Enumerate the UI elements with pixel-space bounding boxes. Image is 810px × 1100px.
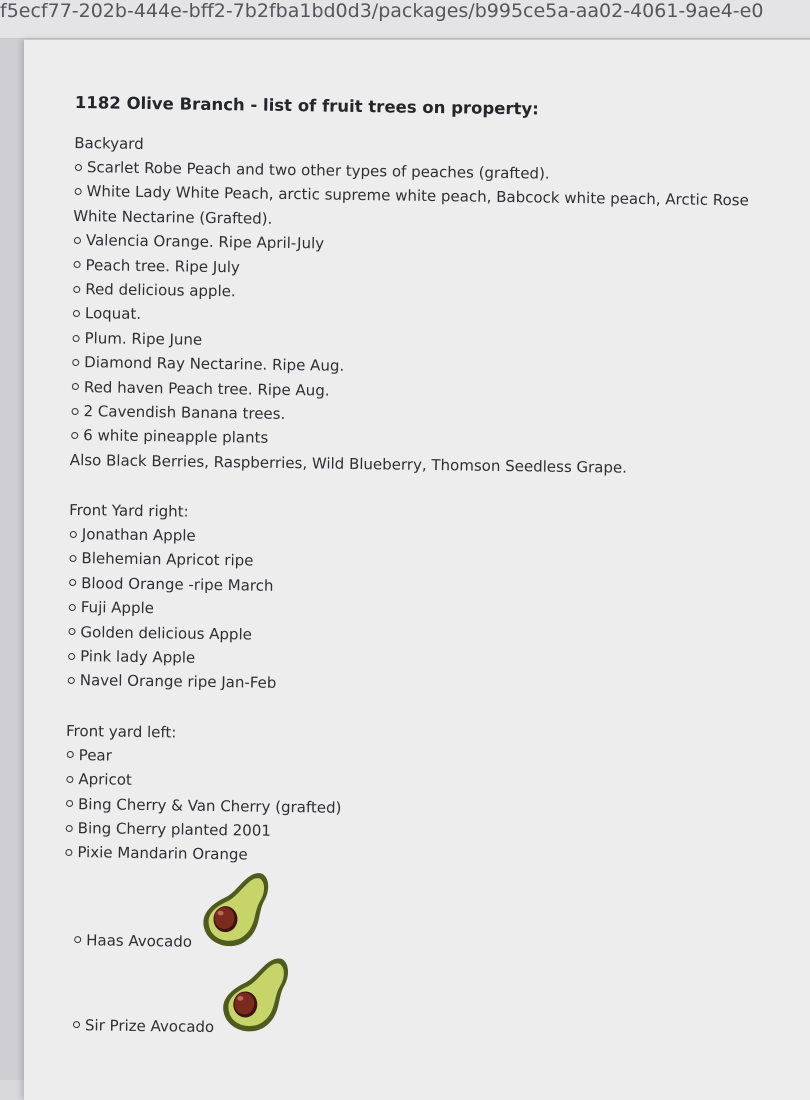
- bullet-icon: [69, 555, 76, 562]
- list-item: Bing Cherry & Van Cherry (grafted): [65, 791, 795, 826]
- list-item: Peach tree. Ripe July: [72, 253, 802, 288]
- list-item: Scarlet Robe Peach and two other types of peaches (grafted).: [74, 155, 804, 190]
- list-item: Jonathan Apple: [69, 522, 799, 557]
- bullet-icon: [73, 310, 80, 317]
- list-item: Red delicious apple.: [72, 277, 802, 312]
- bullet-icon: [67, 751, 74, 758]
- avocado-item-sir-prize: [62, 950, 793, 1045]
- list-item: Apricot: [65, 767, 795, 802]
- backyard-list: [70, 155, 804, 458]
- bullet-icon: [68, 653, 75, 660]
- list-item: Blehemian Apricot ripe: [68, 546, 798, 581]
- list-item: Red haven Peach tree. Ripe Aug.: [71, 375, 801, 410]
- bullet-icon: [66, 776, 73, 783]
- address-bar[interactable]: [0, 0, 810, 39]
- list-item: White Lady White Peach, arctic supreme white peach, Babcock white peach, Arctic Rose White Nectarine (Grafted).: [73, 182, 749, 228]
- list-item: Pear: [66, 743, 796, 778]
- list-item: Pixie Mandarin Orange: [64, 840, 794, 875]
- avocado-item-haas: [63, 865, 794, 960]
- list-item: Navel Orange ripe Jan-Feb: [67, 668, 797, 703]
- bullet-icon: [75, 164, 82, 171]
- list-item: Loquat.: [72, 301, 802, 336]
- list-item: Blood Orange -ripe March: [68, 571, 798, 606]
- bullet-icon: [66, 800, 73, 807]
- bullet-icon: [70, 531, 77, 538]
- document-content: [62, 93, 805, 1045]
- avocado-icon: [219, 954, 292, 1033]
- bullet-icon: [74, 936, 81, 943]
- section-heading-front-left: Front yard left:: [65, 721, 177, 742]
- list-item: Plum. Ripe June: [71, 326, 801, 361]
- front-right-list: [67, 522, 799, 703]
- list-item: Diamond Ray Nectarine. Ripe Aug.: [71, 350, 801, 385]
- url-text: f5ecf77-202b-444e-bff2-7b2fba1bd0d3/packages/b995ce5a-aa02-4061-9ae4-e0: [0, 0, 764, 22]
- list-item: Sir Prize Avocado: [72, 1015, 214, 1037]
- bullet-icon: [74, 237, 81, 244]
- bullet-icon: [69, 604, 76, 611]
- list-item: Fuji Apple: [68, 595, 798, 630]
- bullet-icon: [68, 677, 75, 684]
- list-item: Haas Avocado: [73, 930, 192, 952]
- list-item: Bing Cherry planted 2001: [65, 816, 795, 851]
- backyard-note: Also Black Berries, Raspberries, Wild Blueberry, Thomson Seedless Grape.: [69, 450, 628, 477]
- page-title: 1182 Olive Branch - list of fruit trees on property:: [74, 93, 539, 119]
- list-item: Golden delicious Apple: [67, 619, 797, 654]
- bullet-icon: [69, 579, 76, 586]
- list-item: 6 white pineapple plants: [70, 423, 800, 458]
- bullet-icon: [68, 628, 75, 635]
- list-item: Pink lady Apple: [67, 644, 797, 679]
- bullet-icon: [73, 286, 80, 293]
- bullet-icon: [65, 849, 72, 856]
- avocado-icon: [199, 869, 272, 948]
- bullet-icon: [72, 408, 79, 415]
- list-item: Valencia Orange. Ripe April-July: [73, 228, 803, 263]
- window-left-edge: [0, 39, 24, 1080]
- section-heading-front-right: Front Yard right:: [69, 500, 189, 521]
- bullet-icon: [71, 432, 78, 439]
- section-heading-backyard: Backyard: [74, 133, 144, 153]
- bullet-icon: [66, 825, 73, 832]
- front-left-list: [64, 743, 796, 875]
- bullet-icon: [74, 261, 81, 268]
- bullet-icon: [75, 188, 82, 195]
- bullet-icon: [73, 1021, 80, 1028]
- bullet-icon: [73, 335, 80, 342]
- list-item: 2 Cavendish Banana trees.: [70, 399, 800, 434]
- bullet-icon: [72, 359, 79, 366]
- bullet-icon: [72, 383, 79, 390]
